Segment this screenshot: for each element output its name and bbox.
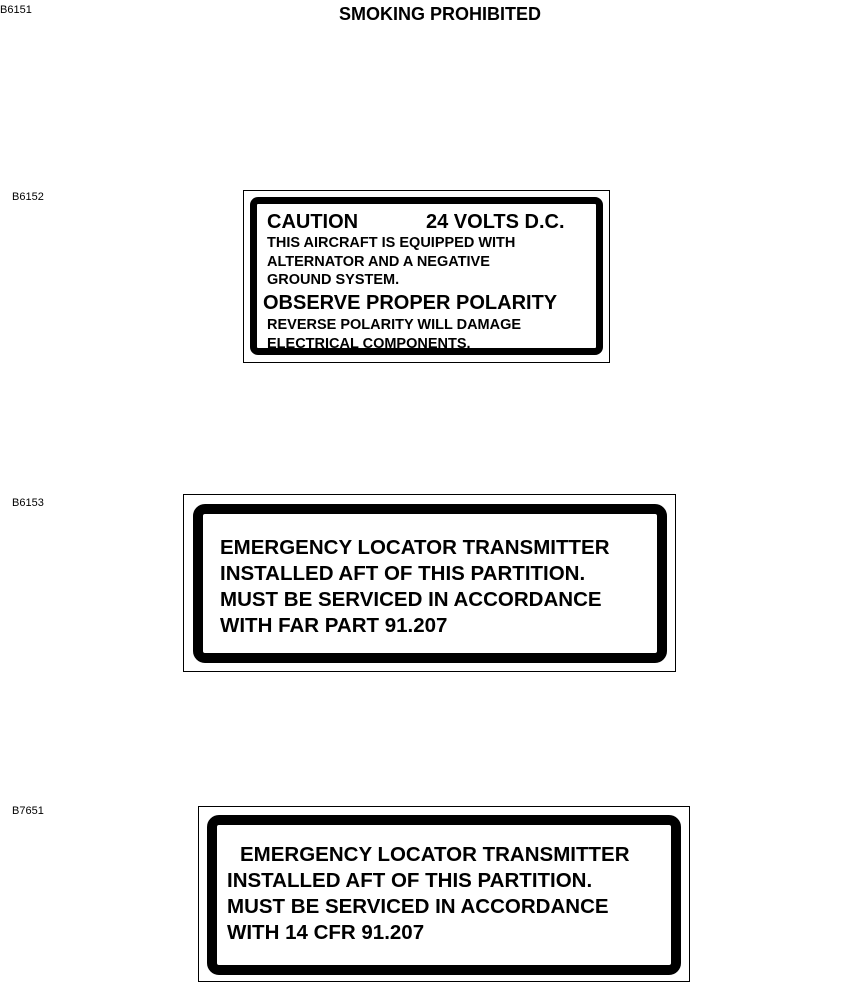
polarity-placard-frame bbox=[250, 197, 603, 355]
polarity-body-line: THIS AIRCRAFT IS EQUIPPED WITH bbox=[267, 235, 516, 251]
elt-far-placard bbox=[183, 494, 676, 672]
elt-far-line: INSTALLED AFT OF THIS PARTITION. bbox=[220, 562, 586, 585]
elt-cfr-line: MUST BE SERVICED IN ACCORDANCE bbox=[227, 895, 609, 918]
figure-code-b6153: B6153 bbox=[12, 497, 44, 509]
elt-far-line: WITH FAR PART 91.207 bbox=[220, 614, 448, 637]
polarity-body-line: GROUND SYSTEM. bbox=[267, 272, 400, 288]
figure-code-b6151: B6151 bbox=[0, 4, 32, 16]
elt-far-line: EMERGENCY LOCATOR TRANSMITTER bbox=[220, 536, 610, 559]
elt-far-placard-frame bbox=[193, 504, 667, 663]
smoking-prohibited-text: SMOKING PROHIBITED bbox=[338, 4, 541, 24]
figure-code-b6152: B6152 bbox=[12, 191, 44, 203]
figure-code-b7651: B7651 bbox=[12, 805, 44, 817]
polarity-warning-line: ELECTRICAL COMPONENTS. bbox=[267, 336, 471, 352]
elt-far-line: MUST BE SERVICED IN ACCORDANCE bbox=[220, 588, 602, 611]
polarity-warning-line: REVERSE POLARITY WILL DAMAGE bbox=[267, 317, 522, 333]
observe-polarity-heading: OBSERVE PROPER POLARITY bbox=[263, 292, 558, 314]
polarity-body-line: ALTERNATOR AND A NEGATIVE bbox=[267, 254, 490, 270]
elt-cfr-placard-frame bbox=[207, 815, 681, 975]
caution-heading: CAUTION bbox=[267, 211, 359, 233]
elt-cfr-line: INSTALLED AFT OF THIS PARTITION. bbox=[227, 869, 593, 892]
elt-cfr-line: EMERGENCY LOCATOR TRANSMITTER bbox=[240, 843, 630, 866]
elt-cfr-line: WITH 14 CFR 91.207 bbox=[227, 921, 425, 944]
polarity-caution-placard bbox=[243, 190, 610, 363]
voltage-heading: 24 VOLTS D.C. bbox=[426, 211, 565, 233]
elt-cfr-placard bbox=[198, 806, 690, 982]
